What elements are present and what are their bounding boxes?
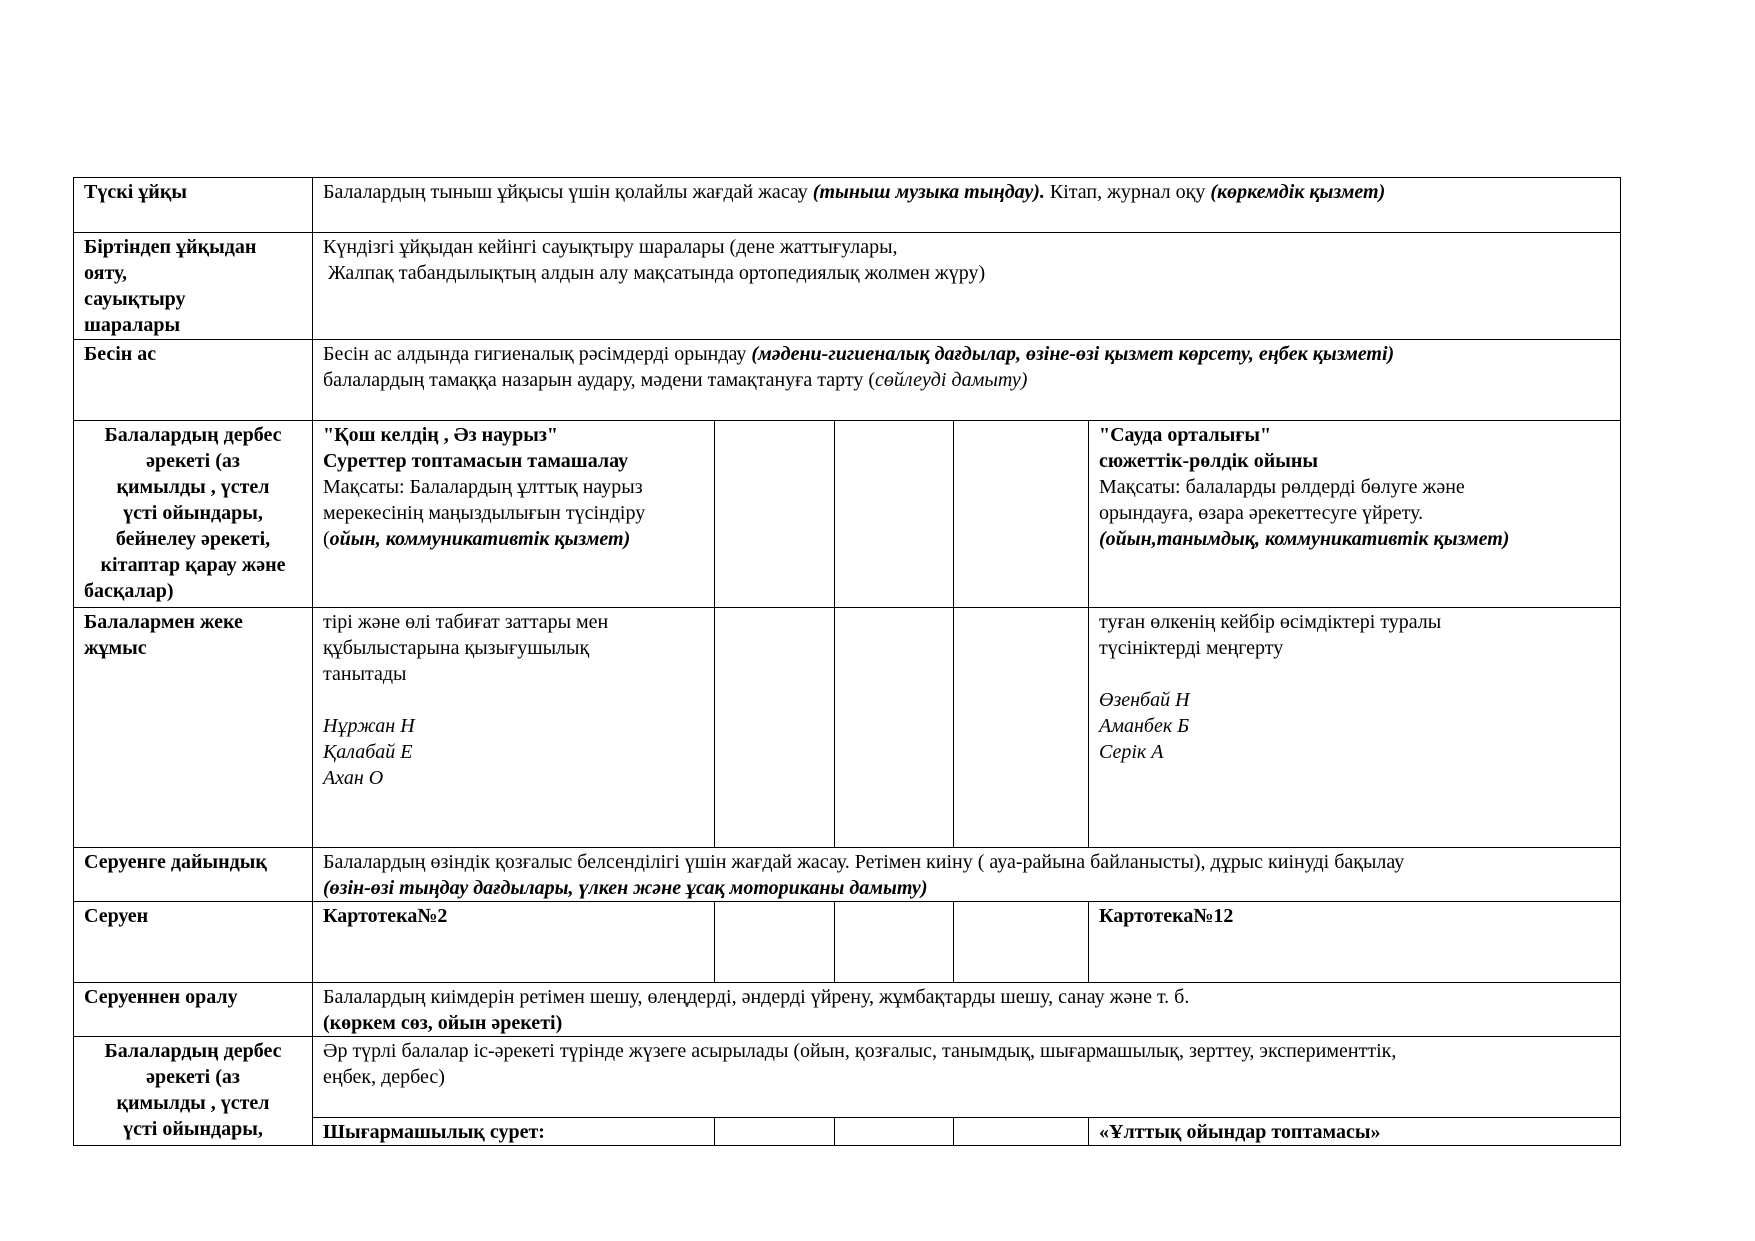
label-nap	[74, 178, 313, 233]
individual-text: түсініктерді меңгерту	[1099, 637, 1284, 659]
walk-day3	[835, 902, 954, 983]
content-wake	[313, 233, 1621, 340]
snack-line2-em: сөйлеуді дамыту)	[874, 369, 1028, 391]
label-line: қимылды , үстел	[116, 1092, 270, 1114]
label-line: ояту,	[84, 262, 127, 284]
content-nap	[313, 178, 1621, 233]
content-snack	[313, 340, 1621, 421]
nap-em2: (көркемдік қызмет)	[1210, 181, 1386, 203]
independent-day5	[1089, 421, 1621, 608]
activity-title: "Сауда орталығы"	[1099, 424, 1272, 446]
individual-text: танытады	[323, 663, 407, 685]
label-independent	[74, 421, 313, 608]
individual-text: тірі және өлі табиғат заттары мен	[323, 611, 609, 633]
label-individual	[74, 608, 313, 848]
label-prep-walk	[74, 848, 313, 902]
label-line: әрекеті (аз	[146, 450, 240, 472]
activity-goal: Мақсаты: балаларды рөлдерді бөлуге және	[1099, 476, 1465, 498]
independent2-day5	[1089, 1118, 1621, 1146]
activity-type-open: (	[323, 528, 330, 550]
card-index: Картотека№2	[323, 905, 448, 927]
individual-day3	[835, 608, 954, 848]
label-text: Серуеннен оралу	[84, 986, 238, 1008]
label-wake	[74, 233, 313, 340]
return-line2: (көркем сөз, ойын әрекеті)	[323, 1012, 563, 1034]
label-line: бейнелеу әрекеті,	[115, 528, 271, 550]
independent-day2	[715, 421, 835, 608]
label-line: жұмыс	[84, 637, 147, 659]
independent2-day2	[715, 1118, 835, 1146]
row-prep-walk	[74, 848, 1621, 902]
label-text: Серуенге дайындық	[84, 851, 267, 873]
individual-day2	[715, 608, 835, 848]
snack-line2: балалардың тамаққа назарын аудару, мәдени тамақтануға тарту (	[323, 369, 875, 391]
independent2-day4	[954, 1118, 1089, 1146]
row-nap	[74, 178, 1621, 233]
prep-walk-line2: (өзін-өзі тыңдау дағдылары, үлкен және ұсақ моториканы дамыту)	[323, 877, 928, 899]
child-name: Серік А	[1099, 741, 1164, 763]
child-name: Ахан О	[323, 767, 384, 789]
label-line: Балалардың дербес	[104, 1040, 282, 1062]
nap-em1: (тыныш музыка тыңдау).	[812, 181, 1045, 203]
independent-day3	[835, 421, 954, 608]
individual-day5	[1089, 608, 1621, 848]
content-return	[313, 983, 1621, 1037]
walk-day1	[313, 902, 715, 983]
individual-day1	[313, 608, 715, 848]
label-snack	[74, 340, 313, 421]
activity-title: Шығармашылық сурет:	[323, 1121, 545, 1143]
label-line: үсті ойындары,	[123, 502, 263, 524]
daily-plan-table	[73, 177, 1621, 1146]
row-snack	[74, 340, 1621, 421]
label-text: Түскі ұйқы	[84, 181, 187, 203]
row-individual	[74, 608, 1621, 848]
walk-day5	[1089, 902, 1621, 983]
nap-text2: Кітап, журнал оқу	[1044, 181, 1211, 203]
label-walk	[74, 902, 313, 983]
activity-type: (ойын,танымдық, коммуникативтік қызмет)	[1099, 528, 1510, 550]
snack-line1-em: (мәдени-гигиеналық дағдылар, өзіне-өзі қызмет көрсету, еңбек қызметі)	[751, 343, 1395, 365]
activity-goal: мерекесінің маңыздылығын түсіндіру	[323, 502, 646, 524]
label-line: басқалар)	[84, 580, 174, 602]
label-line: шаралары	[84, 314, 181, 336]
nap-text: Балалардың тыныш ұйқысы үшін қолайлы жағдай жасау	[323, 181, 813, 203]
child-name: Нұржан Н	[323, 715, 415, 737]
label-line: қимылды , үстел	[116, 476, 270, 498]
card-index: Картотека№12	[1099, 905, 1234, 927]
return-line1: Балалардың киімдерін ретімен шешу, өлеңдерді, әндерді үйрену, жұмбақтарды шешу, санау және т. б.	[323, 986, 1190, 1008]
walk-day4	[954, 902, 1089, 983]
child-name: Қалабай Е	[323, 741, 413, 763]
content-independent2	[313, 1037, 1621, 1118]
label-independent2	[74, 1037, 313, 1146]
individual-text: құбылыстарына қызығушылық	[323, 637, 590, 659]
individual-day4	[954, 608, 1089, 848]
independent2-line2: еңбек, дербес)	[323, 1066, 445, 1088]
label-return	[74, 983, 313, 1037]
independent2-day1	[313, 1118, 715, 1146]
independent2-day3	[835, 1118, 954, 1146]
activity-subtitle: сюжеттік-рөлдік ойыны	[1099, 450, 1318, 472]
activity-type: ойын, коммуникативтік қызмет)	[329, 528, 631, 550]
label-line: сауықтыру	[84, 288, 186, 310]
label-line: әрекеті (аз	[146, 1066, 240, 1088]
activity-goal: Мақсаты: Балалардың ұлттық наурыз	[323, 476, 643, 498]
label-line: үсті ойындары,	[123, 1118, 263, 1140]
activity-subtitle: Суреттер топтамасын тамашалау	[323, 450, 629, 472]
child-name: Аманбек Б	[1099, 715, 1189, 737]
activity-title: «Ұлттық ойындар топтамасы»	[1099, 1121, 1381, 1143]
child-name: Өзенбай Н	[1099, 689, 1190, 711]
independent-day1	[313, 421, 715, 608]
content-prep-walk	[313, 848, 1621, 902]
independent2-line1: Әр түрлі балалар іс-әрекеті түрінде жүзеге асырылады (ойын, қозғалыс, танымдық, шығармашылық, зерттеу, эксперименттік,	[323, 1040, 1397, 1062]
row-independent2	[74, 1037, 1621, 1118]
label-line: кітаптар қарау және	[100, 554, 286, 576]
wake-line1: Күндізгі ұйқыдан кейінгі сауықтыру шаралары (дене жаттығулары,	[323, 236, 898, 258]
individual-text: туған өлкенің кейбір өсімдіктері туралы	[1099, 611, 1442, 633]
row-independent	[74, 421, 1621, 608]
wake-line2: Жалпақ табандылықтың алдын алу мақсатында ортопедиялық жолмен жүру)	[323, 262, 986, 284]
independent-day4	[954, 421, 1089, 608]
label-line: Біртіндеп ұйқыдан	[84, 236, 257, 258]
label-line: Балалармен жеке	[84, 611, 243, 633]
row-walk	[74, 902, 1621, 983]
label-text: Серуен	[84, 905, 149, 927]
label-text: Бесін ас	[84, 343, 157, 365]
row-return	[74, 983, 1621, 1037]
walk-day2	[715, 902, 835, 983]
activity-goal: орындауға, өзара әрекеттесуге үйрету.	[1099, 502, 1424, 524]
snack-line1: Бесін ас алдында гигиеналық рәсімдерді орындау	[323, 343, 752, 365]
prep-walk-line1: Балалардың өзіндік қозғалыс белсенділігі үшін жағдай жасау. Ретімен киіну ( ауа-райына байланысты), дұрыс киінуді бақылау	[323, 851, 1405, 873]
label-line: Балалардың дербес	[104, 424, 282, 446]
activity-title: "Қош келдің , Әз наурыз"	[323, 424, 559, 446]
row-wake	[74, 233, 1621, 340]
